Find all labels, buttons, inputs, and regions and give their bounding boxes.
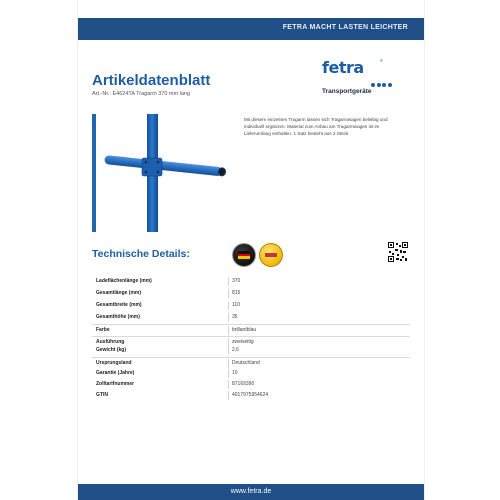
spec-row: [92, 379, 410, 390]
spec-label: Ursprungsland: [96, 360, 132, 366]
spec-row: [92, 324, 410, 336]
spec-value: 110: [232, 302, 240, 308]
spec-label: GTIN: [96, 392, 108, 398]
product-image: [92, 114, 232, 232]
footer-url[interactable]: www.fetra.de: [230, 488, 272, 495]
spec-label: Garantie (Jahre): [96, 370, 135, 376]
spec-label: Gesamtbreite (mm): [96, 302, 142, 308]
logo-wordmark: fetra: [322, 58, 364, 77]
spec-value: 2,6: [232, 347, 239, 353]
spec-value: zweiseitig: [232, 339, 254, 345]
spec-label: Zolltarifnummer: [96, 381, 135, 387]
spec-value: 370: [232, 278, 241, 284]
bolt-icon: [145, 161, 148, 164]
document-title: Artikeldatenblatt: [92, 72, 211, 89]
spec-row: [92, 345, 410, 356]
spec-label: Gewicht (kg): [96, 347, 127, 353]
spec-row: [92, 288, 410, 299]
product-description: Mit diesem einzelnen Tragarm lassen sich Tragarmwagen beliebig und individuell ergänzen. Material zum Anbau am Tragarmwagen ist im Lieferumfang enthalten. 1 Satz besteht aus 2 Stück.: [244, 117, 388, 137]
banner-slogan: FETRA MACHT LASTEN LEICHTER: [282, 24, 408, 31]
mounting-clamp: [142, 158, 162, 176]
spec-value: brillantblau: [232, 327, 257, 333]
warranty-badge-icon: [259, 243, 283, 267]
spec-value: 815: [232, 290, 241, 296]
registered-mark: ®: [380, 58, 383, 63]
spec-value: 87169390: [232, 381, 255, 387]
bolt-icon: [157, 171, 160, 174]
footer-banner: [78, 484, 424, 500]
support-arm-illustration: [92, 114, 232, 232]
article-number: Art.-Nr.: E4624TA Tragarm 370 mm lang: [92, 91, 191, 97]
made-in-germany-badge-icon: [232, 243, 256, 267]
spec-row: [92, 368, 410, 379]
upright-post-left: [92, 114, 96, 232]
spec-value: 10: [232, 370, 238, 376]
spec-value: Deutschland: [232, 360, 260, 366]
spec-row: [92, 300, 410, 311]
qr-code-icon: [388, 242, 408, 262]
spec-row: [92, 390, 410, 401]
spec-value: 4017975954624: [232, 392, 269, 398]
spec-label: Ladeflächenlänge (mm): [96, 278, 152, 284]
spec-row: [92, 276, 410, 287]
logo-dots-icon: [371, 74, 393, 92]
top-banner: [78, 18, 424, 40]
datasheet-page: [78, 0, 424, 500]
spec-label: Farbe: [96, 327, 110, 333]
spec-label: Ausführung: [96, 339, 125, 345]
support-arm: [104, 155, 226, 177]
spec-label: Gesamtlänge (mm): [96, 290, 142, 296]
bolt-icon: [145, 171, 148, 174]
logo-tagline: Transportgeräte: [322, 88, 372, 95]
fetra-logo: [322, 58, 408, 98]
tech-details-heading: Technische Details:: [92, 248, 190, 260]
spec-row: [92, 312, 410, 323]
spec-label: Gesamthöhe (mm): [96, 314, 140, 320]
bolt-icon: [157, 161, 160, 164]
spec-value: 35: [232, 314, 238, 320]
